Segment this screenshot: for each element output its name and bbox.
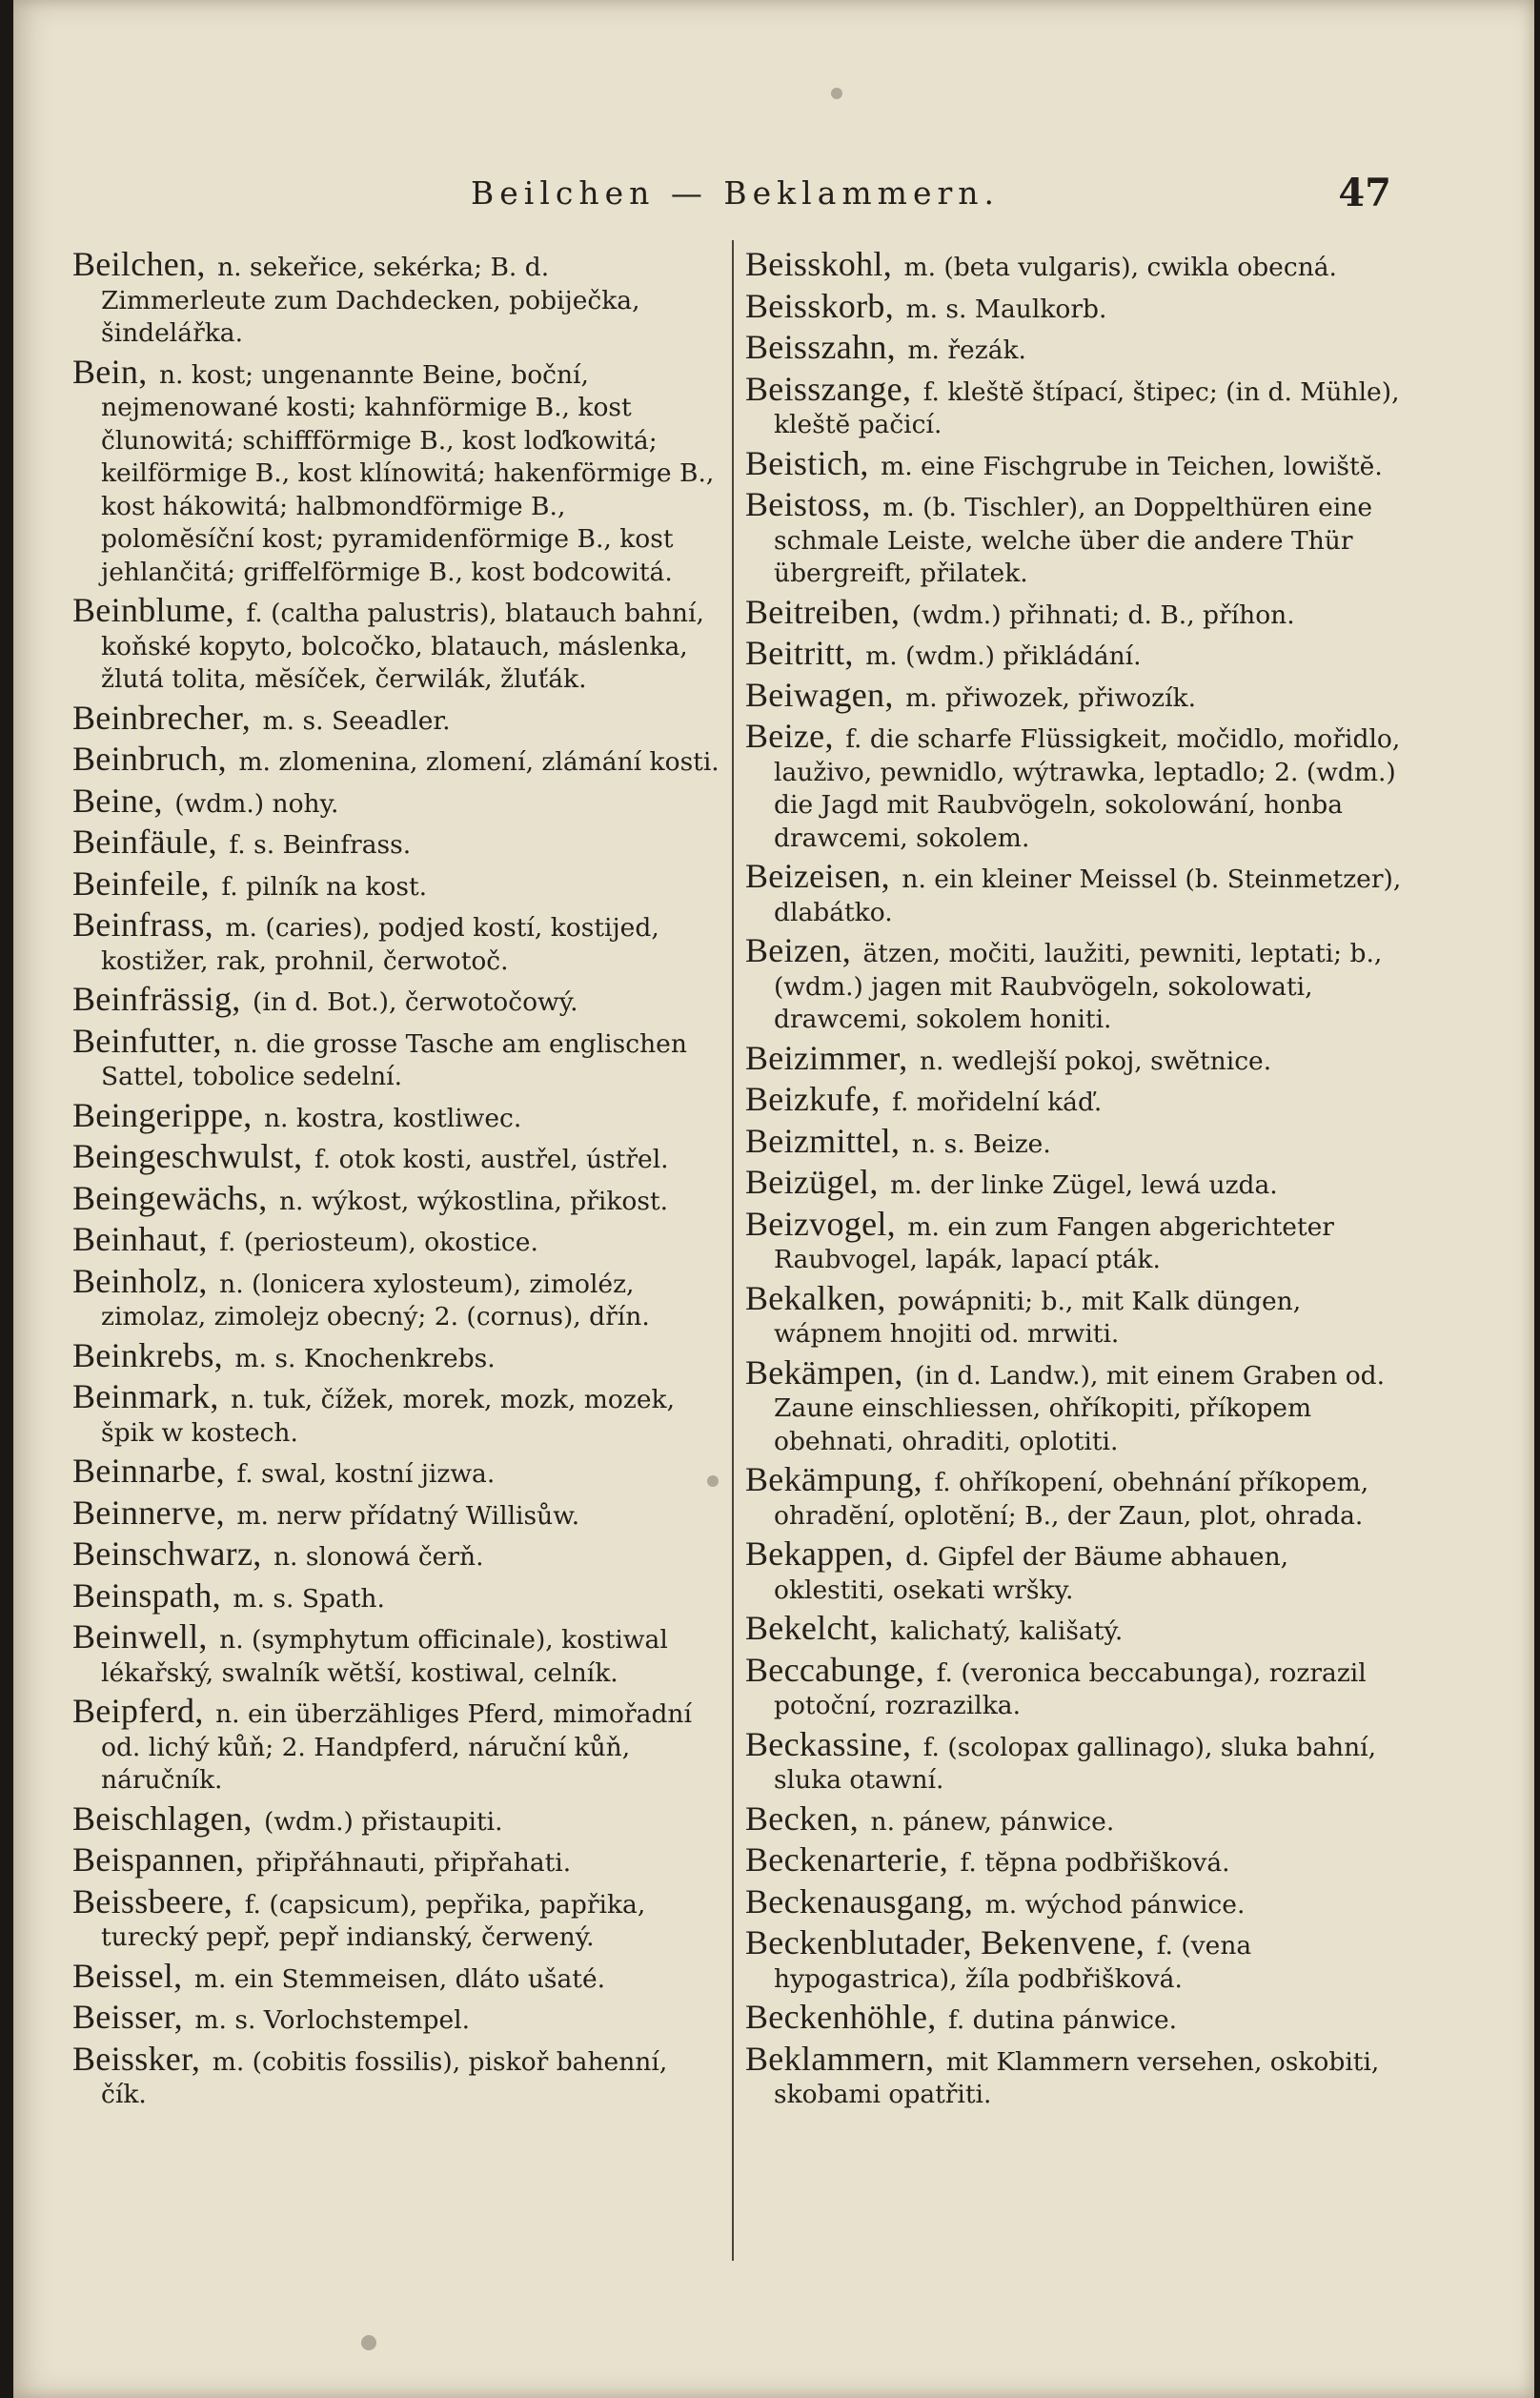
entry-headword: Beckenausgang, <box>745 1881 974 1920</box>
entry-headword: Beizmittel, <box>745 1121 901 1160</box>
dictionary-entry <box>72 1575 720 1616</box>
right-column <box>745 245 1403 2117</box>
entry-definition: m. (wdm.) přikládání. <box>865 641 1142 671</box>
dictionary-entry <box>72 1454 720 1492</box>
column-divider <box>732 240 734 2261</box>
page-number: 47 <box>1338 171 1391 215</box>
dictionary-entry <box>72 1617 720 1690</box>
entry-definition: f. dutina pánwice. <box>947 2005 1178 2035</box>
entry-headword: Beizkufe, <box>745 1080 881 1118</box>
entry-headword: Beischlagen, <box>72 1798 253 1838</box>
dictionary-entry <box>745 857 1403 929</box>
dictionary-entry <box>72 2039 720 2112</box>
entry-headword: Beinnerve, <box>72 1493 225 1532</box>
entry-headword: Beistich, <box>745 443 869 482</box>
page-header <box>13 171 1534 222</box>
dictionary-entry <box>72 1220 720 1260</box>
entry-definition: m. (beta vulgaris), cwikla obecná. <box>903 253 1337 282</box>
entry-headword: Beitritt, <box>745 634 854 672</box>
dictionary-entry <box>72 1261 720 1334</box>
entry-definition: f. (caltha palustris), blatauch bahní, koňské kopyto, bolcočko, blatauch, máslenka, žlutá tolita, mĕsíček, čerwilák, žluťák. <box>101 599 704 694</box>
entry-headword: Bekelcht, <box>745 1609 879 1647</box>
entry-definition: m. ein Stemmeisen, dláto ušaté. <box>193 1963 606 1994</box>
entry-definition: n. kostra, kostliwec. <box>263 1103 522 1133</box>
entry-definition: m. wýchod pánwice. <box>984 1889 1246 1920</box>
dictionary-entry <box>72 742 720 780</box>
entry-definition: m. zlomenina, zlomení, zlámání kosti. <box>238 747 719 777</box>
entry-headword: Beiwagen, <box>745 675 894 714</box>
dictionary-entry <box>72 1798 720 1839</box>
entry-headword: Beinschwarz, <box>72 1534 262 1573</box>
dictionary-entry <box>745 485 1403 591</box>
entry-headword: Beinmark, <box>72 1377 219 1415</box>
entry-headword: Beizeisen, <box>745 857 890 895</box>
dictionary-page <box>13 0 1534 2398</box>
entry-headword: Bekämpung, <box>745 1460 922 1498</box>
entry-headword: Beinwell, <box>72 1617 208 1656</box>
dictionary-entry <box>745 634 1403 674</box>
dictionary-entry <box>745 1923 1403 1996</box>
entry-definition: n. kost; ungenannte Beine, boční, nejmenowané kosti; kahnförmige B., kost člunowitá; schiffförmige B., kost loďkowitá; keilförmige B., kost klínowitá; hakenförmige B., kost hákowitá; halbmondförmige B., polomĕsíční kost; pyramidenförmige B., kost jehlančitá; griffelförmige B., kost bodcowitá. <box>101 359 715 587</box>
dictionary-entry <box>72 352 720 590</box>
dictionary-entry <box>745 369 1403 442</box>
entry-definition: m. der linke Zügel, lewá uzda. <box>890 1170 1278 1200</box>
dictionary-entry <box>72 1377 720 1450</box>
dictionary-entry <box>72 245 720 351</box>
dictionary-entry <box>72 1095 720 1136</box>
entry-definition: ätzen, močiti, laužiti, pewniti, leptati; b., (wdm.) jagen mit Raubvögeln, sokolowati, drawcemi, sokolem honiti. <box>774 939 1383 1034</box>
entry-headword: Beizimmer, <box>745 1038 908 1077</box>
entry-definition: n. wýkost, wýkostlina, přikost. <box>278 1186 669 1216</box>
dictionary-entry <box>745 1204 1403 1277</box>
entry-headword: Beingewächs, <box>72 1178 268 1217</box>
dictionary-entry <box>745 717 1403 855</box>
entry-headword: Beinfrass, <box>72 905 213 944</box>
entry-definition: (in d. Bot.), čerwotočowý. <box>253 987 578 1017</box>
dictionary-entry <box>745 1650 1403 1723</box>
dictionary-entry <box>72 864 720 904</box>
entry-headword: Beinbrecher, <box>72 698 252 737</box>
dictionary-entry <box>745 1998 1403 2038</box>
entry-definition: n. slonowá čerň. <box>273 1542 484 1572</box>
entry-definition: mit Klammern versehen, oskobiti, skobami opatřiti. <box>774 2046 1380 2109</box>
entry-definition: (in d. Landw.), mit einem Graben od. Zaune einschliessen, ohříkopiti, příkopem obehnati, ohraditi, oplotiti. <box>774 1360 1386 1456</box>
entry-definition: f. s. Beinfrass. <box>229 830 412 860</box>
dictionary-entry <box>745 1278 1403 1351</box>
entry-headword: Beissbeere, <box>72 1881 233 1920</box>
entry-definition: kalichatý, kališatý. <box>890 1616 1124 1646</box>
entry-headword: Beipferd, <box>72 1692 204 1730</box>
dictionary-entry <box>72 1178 720 1219</box>
entry-headword: Beingeschwulst, <box>72 1137 303 1175</box>
dictionary-entry <box>72 1692 720 1798</box>
entry-definition: m. (b. Tischler), an Doppelthüren eine schmale Leiste, welche über die andere Thür übergreift, přilatek. <box>774 493 1373 588</box>
entry-definition: (wdm.) nohy. <box>174 788 339 819</box>
entry-headword: Beizügel, <box>745 1163 879 1201</box>
entry-headword: Beinnarbe, <box>72 1452 225 1490</box>
entry-definition: f. ohříkopení, obehnání příkopem, ohradĕní, oplotĕní; B., der Zaun, plot, ohrada. <box>774 1468 1369 1531</box>
entry-definition: m. s. Spath. <box>233 1583 385 1614</box>
dictionary-entry <box>72 698 720 739</box>
entry-definition: f. (periosteum), okostice. <box>219 1228 538 1257</box>
entry-definition: f. kleštĕ štípací, štipec; (in d. Mühle), kleštĕ pačicí. <box>774 376 1400 439</box>
entry-headword: Beize, <box>745 717 834 755</box>
entry-definition: m. (caries), podjed kostí, kostijed, kostižer, rak, prohnil, čerwotoč. <box>101 913 659 976</box>
entry-definition: f. otok kosti, austřel, ústřel. <box>314 1145 669 1174</box>
dictionary-entry <box>745 1352 1403 1459</box>
entry-definition: powápniti; b., mit Kalk düngen, wápnem hnojiti od. mrwiti. <box>774 1286 1302 1349</box>
dictionary-entry <box>72 1998 720 2038</box>
entry-definition: f. swal, kostní jizwa. <box>236 1459 496 1489</box>
dictionary-entry <box>72 1534 720 1575</box>
dictionary-entry <box>72 905 720 978</box>
dictionary-entry <box>745 328 1403 368</box>
dictionary-entry <box>745 1163 1403 1203</box>
dictionary-entry <box>72 1493 720 1534</box>
entry-headword: Beisskorb, <box>745 286 894 325</box>
dictionary-entry <box>72 1137 720 1177</box>
dictionary-entry <box>745 1038 1403 1079</box>
dictionary-entry <box>745 1609 1403 1649</box>
entry-definition: n. ein kleiner Meissel (b. Steinmetzer), dlabátko. <box>774 864 1402 927</box>
entry-definition: n. die grosse Tasche am englischen Sattel, tobolice sedelní. <box>101 1028 687 1091</box>
dictionary-entry <box>72 591 720 697</box>
entry-headword: Beisszahn, <box>745 328 896 366</box>
entry-definition: n. s. Beize. <box>911 1128 1051 1159</box>
dictionary-entry <box>72 825 720 863</box>
entry-headword: Beilchen, <box>72 245 206 283</box>
left-column <box>72 245 720 2117</box>
entry-headword: Beispannen, <box>72 1840 245 1879</box>
dictionary-entry <box>745 1798 1403 1839</box>
entry-headword: Beckenblutader, Bekenvene, <box>745 1923 1145 1961</box>
entry-headword: Beckenhöhle, <box>745 1998 937 2036</box>
dictionary-entry <box>745 675 1403 716</box>
paper-speck <box>361 2335 376 2350</box>
entry-headword: Beingerippe, <box>72 1095 253 1134</box>
dictionary-entry <box>72 1021 720 1094</box>
entry-headword: Beinfrässig, <box>72 980 241 1018</box>
entry-definition: připřáhnauti, připřahati. <box>255 1848 572 1878</box>
entry-definition: m. s. Vorlochstempel. <box>194 2005 471 2035</box>
entry-definition: f. (veronica beccabunga), rozrazil potoční, rozrazilka. <box>774 1657 1367 1720</box>
entry-definition: n. pánew, pánwice. <box>870 1806 1115 1837</box>
dictionary-entry <box>745 592 1403 633</box>
entry-definition: m. ein zum Fangen abgerichteter Raubvogel, lapák, lapací pták. <box>774 1211 1334 1274</box>
entry-headword: Beizen, <box>745 931 852 969</box>
entry-definition: (wdm.) přistaupiti. <box>263 1806 503 1837</box>
entry-headword: Beisszange, <box>745 369 912 408</box>
entry-headword: Beissker, <box>72 2039 201 2078</box>
entry-headword: Beinfäule, <box>72 823 217 861</box>
entry-headword: Bekalken, <box>745 1278 886 1317</box>
entry-headword: Beckassine, <box>745 1724 912 1763</box>
dictionary-entry <box>72 781 720 822</box>
entry-definition: f. tĕpna podbřišková. <box>960 1848 1230 1878</box>
dictionary-entry <box>72 1840 720 1880</box>
entry-definition: n. (lonicera xylosteum), zimoléz, zimolaz, zimolejz obecný; 2. (cornus), dřín. <box>101 1269 650 1331</box>
entry-headword: Beisser, <box>72 1998 183 2036</box>
entry-headword: Beistoss, <box>745 485 871 523</box>
entry-headword: Beine, <box>72 781 163 820</box>
entry-definition: m. nerw přídatný Willisůw. <box>236 1500 580 1531</box>
dictionary-entry <box>745 443 1403 484</box>
dictionary-entry <box>72 1335 720 1376</box>
paper-speck <box>831 88 842 99</box>
entry-headword: Beinfutter, <box>72 1021 222 1060</box>
entry-headword: Beinspath, <box>72 1575 221 1615</box>
entry-headword: Beklammern, <box>745 2039 935 2078</box>
entry-headword: Beinblume, <box>72 591 234 629</box>
entry-headword: Beinkrebs, <box>72 1335 223 1374</box>
dictionary-entry <box>72 1956 720 1997</box>
entry-definition: n. ein überzähliges Pferd, mimořadní od. lichý kůň; 2. Handpferd, náruční kůň, náručník. <box>101 1699 692 1795</box>
entry-definition: n. sekeřice, sekérka; B. d. Zimmerleute zum Dachdecken, pobiječka, šindelářka. <box>101 253 640 348</box>
entry-definition: f. (scolopax gallinago), sluka bahní, sluka otawní. <box>774 1732 1377 1795</box>
dictionary-entry <box>745 1840 1403 1880</box>
entry-definition: m. s. Seeadler. <box>262 705 451 736</box>
dictionary-entry <box>745 286 1403 327</box>
dictionary-entry <box>745 245 1403 285</box>
dictionary-entry <box>745 2039 1403 2112</box>
entry-definition: f. die scharfe Flüssigkeit, močidlo, mořidlo, lauživo, pewnidlo, wýtrawka, leptadlo; 2. (wdm.) die Jagd mit Raubvögeln, sokolowání, honba drawcemi, sokolem. <box>774 724 1401 853</box>
dictionary-entry <box>745 1460 1403 1533</box>
entry-headword: Beinbruch, <box>72 740 227 778</box>
entry-definition: f. (capsicum), pepřika, papřika, turecký pepř, pepř indianský, čerwený. <box>101 1889 646 1952</box>
entry-headword: Beccabunge, <box>745 1650 925 1689</box>
entry-definition: n. (symphytum officinale), kostiwal lékařský, swalník wĕtší, kostiwal, celník. <box>101 1625 668 1688</box>
entry-definition: m. řezák. <box>907 335 1026 365</box>
dictionary-entry <box>745 1724 1403 1798</box>
entry-definition: f. (vena hypogastrica), žíla podbřišková. <box>774 1931 1252 1994</box>
entry-definition: m. s. Knochenkrebs. <box>234 1343 496 1373</box>
entry-definition: f. pilník na kost. <box>221 871 428 902</box>
dictionary-entry <box>745 1881 1403 1922</box>
entry-headword: Beinholz, <box>72 1261 208 1300</box>
entry-headword: Beckenarterie, <box>745 1840 949 1879</box>
entry-definition: m. (cobitis fossilis), piskoř bahenní, čík. <box>101 2046 668 2109</box>
entry-definition: m. s. Maulkorb. <box>905 294 1107 324</box>
entry-definition: n. wedlejší pokoj, swĕtnice. <box>919 1046 1272 1076</box>
dictionary-entry <box>745 1121 1403 1162</box>
entry-definition: d. Gipfel der Bäume abhauen, oklestiti, osekati wršky. <box>774 1542 1289 1605</box>
entry-definition: n. tuk, čížek, morek, mozk, mozek, špik w kostech. <box>101 1385 676 1448</box>
entry-headword: Bekappen, <box>745 1534 894 1573</box>
entry-headword: Beizvogel, <box>745 1204 896 1243</box>
paper-speck <box>707 1475 719 1487</box>
dictionary-entry <box>745 1080 1403 1120</box>
entry-headword: Beinhaut, <box>72 1220 208 1258</box>
entry-headword: Bein, <box>72 352 148 391</box>
entry-definition: (wdm.) přihnati; d. B., příhon. <box>911 600 1295 630</box>
entry-headword: Beisskohl, <box>745 245 893 283</box>
entry-headword: Becken, <box>745 1798 860 1838</box>
dictionary-entry <box>72 1881 720 1955</box>
dictionary-entry <box>72 980 720 1020</box>
entry-headword: Beinfeile, <box>72 864 210 903</box>
entry-definition: m. eine Fischgrube in Teichen, lowištĕ. <box>881 451 1383 481</box>
entry-headword: Beitreiben, <box>745 592 901 631</box>
entry-definition: m. přiwozek, přiwozík. <box>905 682 1197 713</box>
entry-headword: Beissel, <box>72 1956 183 1995</box>
entry-headword: Bekämpen, <box>745 1352 903 1392</box>
dictionary-entry <box>745 1534 1403 1607</box>
running-head: Beilchen — Beklammern. <box>471 174 1001 212</box>
entry-definition: f. mořidelní káď. <box>892 1087 1103 1117</box>
dictionary-entry <box>745 931 1403 1037</box>
